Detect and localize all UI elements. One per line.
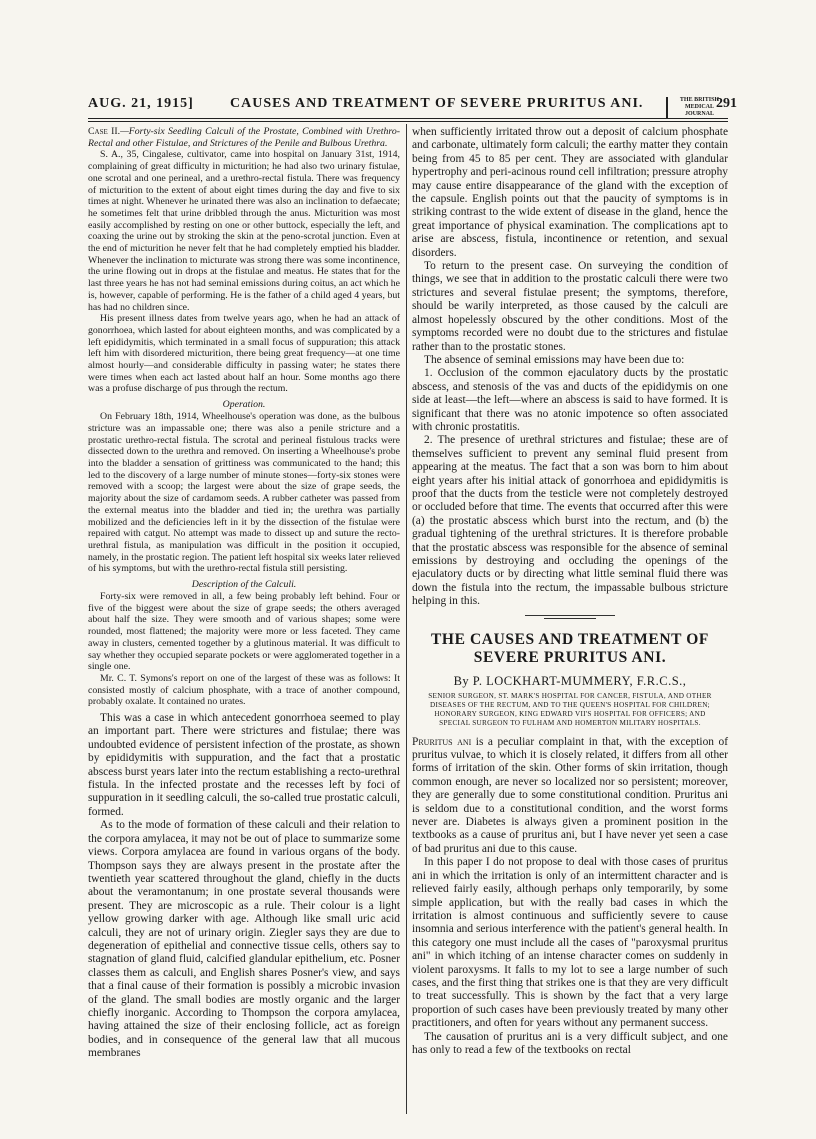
column-divider [406, 124, 407, 1114]
right-column [412, 126, 728, 1057]
running-header [88, 96, 737, 118]
journal-name-bottom: MEDICAL JOURNAL [684, 104, 714, 117]
case-heading [88, 126, 400, 149]
body-paragraph: 2. The presence of urethral strictures and fistulae; these are of themselves sufficient to prevent any seminal fluid present from appearing at the meatus. The fact that a son was born to him about eight years after his initial attack of gonorrhoea and epididymitis is proof that the ducts from the testicle were not completely destroyed or occluded before that time. The events that occurred after this were (a) the prostatic abscess which burst into the rectum, and (b) the gradual tightening of the urethral strictures. It is therefore probable that the prostatic abscess was responsible for the absence of seminal emissions by destroying and occluding the openings of the ejaculatory ducts or by directing what little seminal fluid there was down the fistula into the rectum, the impassable bulbous stricture helping in this. [412, 434, 728, 608]
case-paragraph: S. A., 35, Cingalese, cultivator, came into hospital on January 31st, 1914, complaining of great difficulty in micturition; he had also two urinary fistulae, one scrotal and one perineal, and a urethro-rectal fistula. There was frequency of micturition to the extent of about eight times during the day and five to six times at night. Whenever he urinated there was also an inclination to defaecate; he sometimes felt that urine dribbled through the anus. Micturition was most easily accomplished by resting on one or other buttock, especially the left, and coaxing the urine out by stroking the skin at the peno-scrotal junction. Even at the end of micturition he never felt that he had completely emptied his bladder. Whenever the inclination to micturate was strong there was some incontinence, the urine flowing out in drops at the fistulae and meatus. He states that for the last three years he has not had seminal emissions during coitus, an act which he is, however, capable of performing. He is the father of a child aged 4 years, but has had no children since. [88, 149, 400, 313]
issue-date: AUG. 21, 1915] [88, 96, 194, 111]
operation-heading: Operation. [222, 399, 266, 411]
case-label: Case II. [88, 126, 121, 137]
journal-name-top: THE BRITISH [679, 97, 720, 103]
calculi-heading: Description of the Calculi. [191, 579, 297, 591]
article-title: THE CAUSES AND TREATMENT OF SEVERE PRURITUS ANI. [430, 630, 710, 666]
section-rule [525, 615, 615, 616]
author-byline: By P. LOCKHART-MUMMERY, F.R.C.S., [453, 673, 687, 688]
calculi-paragraph: Mr. C. T. Symons's report on one of the largest of these was as follows: It consisted mostly of calcium phosphate, with a trace of another compound, probably oxalate. It contained no urates. [88, 672, 400, 708]
case-paragraph: His present illness dates from twelve years ago, when he had an attack of gonorrhoea, which lasted for about eighteen months, and was complicated by a left epididymitis, which terminated in a small focus of suppuration; this attack left him with disordered micturition, there being great frequency—at one time almost hourly—and considerable difficulty in passing water; he states there were times when each act lasted about half an hour. Some months ago there was a profuse discharge of pus through the rectum. [88, 313, 400, 395]
operation-paragraph: On February 18th, 1914, Wheelhouse's operation was done, as the bulbous stricture was an impassable one; there was also a penile stricture and a prostatic urethro-rectal fistula. The scrotal and perineal fistulous tracks were dissected down to the urethra and removed. On inserting a Wheelhouse's probe into the bladder a sensation of grittiness was communicated to the hand; this led to the discovery of a large number of minute stones—forty-six stones were removed with a scoop; the largest were about the size of grape seeds, the majority about the size of cardamom seeds. A rubber catheter was passed from the external meatus into the bladder and tied in; the urethra was partially mobilized and the deficiencies left in it by the dissection of the fistulae were repaired with catgut. No attempt was made to dissect up and suture the recto-urethral fistula, as manipulation was difficult in the position it occupied, namely, in the prostatic region. The patient left hospital six weeks later relieved of his symptoms, but with the urethro-rectal fistula still persisting. [88, 411, 400, 575]
running-title: CAUSES AND TREATMENT OF SEVERE PRURITUS ANI. [230, 96, 644, 111]
left-column [88, 126, 400, 1061]
lead-word: Pruritus ani [412, 735, 472, 748]
body-paragraph: To return to the present case. On surveying the condition of things, we see that in addition to the prostatic calculi there were two strictures and several fistulae present; the symptoms, therefore, should be warily interpreted, as those caused by the calculi are almost hopelessly obscured by the other conditions. Most of the symptoms recorded were no doubt due to the strictures and fistulae rather than to the prostatic stones. [412, 260, 728, 353]
body-paragraph: The absence of seminal emissions may have been due to: [424, 353, 685, 366]
calculi-paragraph: Forty-six were removed in all, a few being probably left behind. Four or five of the biggest were about the size of grape seeds; the others averaged about half the size. They were smooth and of various shapes; some were rounded, most flattened; the majority were more or less faceted. They came away in clusters, cemented together by a glutinous material. It was difficult to say whether they occupied separate pockets or were agglomerated together in a single one. [88, 591, 400, 673]
article-lead-paragraph [412, 736, 728, 857]
body-paragraph: In this paper I do not propose to deal with those cases of pruritus ani in which the irritation is only of an intermittent character and is relieved fairly easily, although perhaps only temporarily, by some simple application, but with the really bad cases in which the irritation is almost continuous and sufficiently severe to cause insomnia and serious interference with the patient's general health. In this category one must include all the cases of "paroxysmal pruritus ani" in which itching of an intense character comes on suddenly in violent paroxysms. It falls to my lot to see a large number of such cases, and the first thing that strikes one is that they are very difficult to treat successfully. This is shown by the fact that a very large proportion of such cases have been previously treated by many other practitioners, and often for years without any permanent success. [412, 856, 728, 1030]
body-paragraph: 1. Occlusion of the common ejaculatory ducts by the prostatic abscess, and stenosis of the vas and ducts of the epididymis on one side at least—the left—where an abscess is said to have formed. It is significant that there was no atonic impotence so often associated with chronic prostatitis. [412, 367, 728, 433]
body-paragraph: The causation of pruritus ani is a very difficult subject, and one has only to read a few of the textbooks on rectal [412, 1030, 728, 1056]
case-title: —Forty-six Seedling Calculi of the Prostate, Combined with Urethro-Rectal and other Fistulae, and Strictures of the Penile and Bulbous Urethra. [88, 126, 400, 149]
lead-text: is a peculiar complaint in that, with the exception of pruritus vulvae, to which it is closely related, it differs from all other forms of irritation of the skin. Other forms of skin irritation, though common enough, are never so localized nor so persistent; moreover, they are generally due to some constitutional condition. Pruritus ani is seldom due to a constitutional condition, and the worst forms never are. Diabetes is always given a prominent position in the textbooks as a cause of pruritus ani, but I have never yet seen a case of bad pruritus ani due to this cause. [412, 735, 728, 855]
body-paragraph: This was a case in which antecedent gonorrhoea seemed to play an important part. There were strictures and fistulae; there was undoubted evidence of persistent infection of the prostate, as shown by epididymitis with suppuration, and the fact that a prostatic abscess burst years later into the rectum establishing a recto-urethral fistula. In the infected prostate and the recesses left by foci of suppuration in it seedling calculi, the so-called true prostatic calculi, formed. [88, 712, 400, 818]
author-credentials: SENIOR SURGEON, ST. MARK'S HOSPITAL FOR CANCER, FISTULA, AND OTHER DISEASES OF THE RECTUM, AND TO THE QUEEN'S HOSPITAL FOR CHILDREN; HONORARY SURGEON, KING EDWARD VII'S HOSPITAL FOR OFFICERS; AND SPECIAL SURGEON TO FULHAM AND HOMERTON MILITARY HOSPITALS. [428, 691, 712, 727]
header-rule [88, 118, 728, 119]
header-rule-2 [88, 121, 728, 122]
body-paragraph: As to the mode of formation of these calculi and their relation to the corpora amylacea, it may not be out of place to summarize some views. Corpora amylacea are found in various organs of the body. Thompson says they are always present in the prostate after the twentieth year scattered throughout the gland, chiefly in the ducts about the veramontanum; in one prostate several thousands were present. They are microscopic as a rule. Their colour is a light yellow growing darker with age. Although like small uric acid calculi, they are not of urinary origin. Ziegler says they are due to degeneration of epithelial and connective tissue cells, others say to stagnation of gland fluid, calcified glandular epithelium, etc. Posner classes them as calculi, and English shares Posner's view, and says that a final cause of their formation is possibly a microbic invasion of the gland. The small bodies are mostly organic and the larger chiefly inorganic. According to Thompson the corpora amylacea, having attained the size of their enclosing follicle, act as foreign bodies, and in consequence of the general law that all mucous membranes [88, 819, 400, 1060]
body-paragraph: when sufficiently irritated throw out a deposit of calcium phosphate and carbonate, ultimately form calculi; the earthy matter they contain being from 45 to 85 per cent. They are associated with glandular hypertrophy and peri-acinous round cell infiltration; pressure atrophy may cause entire disappearance of the gland with the exception of the capsule. English points out that the paucity of symptoms is in striking contrast to the wide extent of disease in the gland, hence the great importance of physical examination. The complications apt to arise are abscess, fistula, incontinence or retention, and sexual disorders. [412, 126, 728, 259]
page-number: 291 [716, 96, 737, 111]
section-rule-short [544, 618, 596, 619]
